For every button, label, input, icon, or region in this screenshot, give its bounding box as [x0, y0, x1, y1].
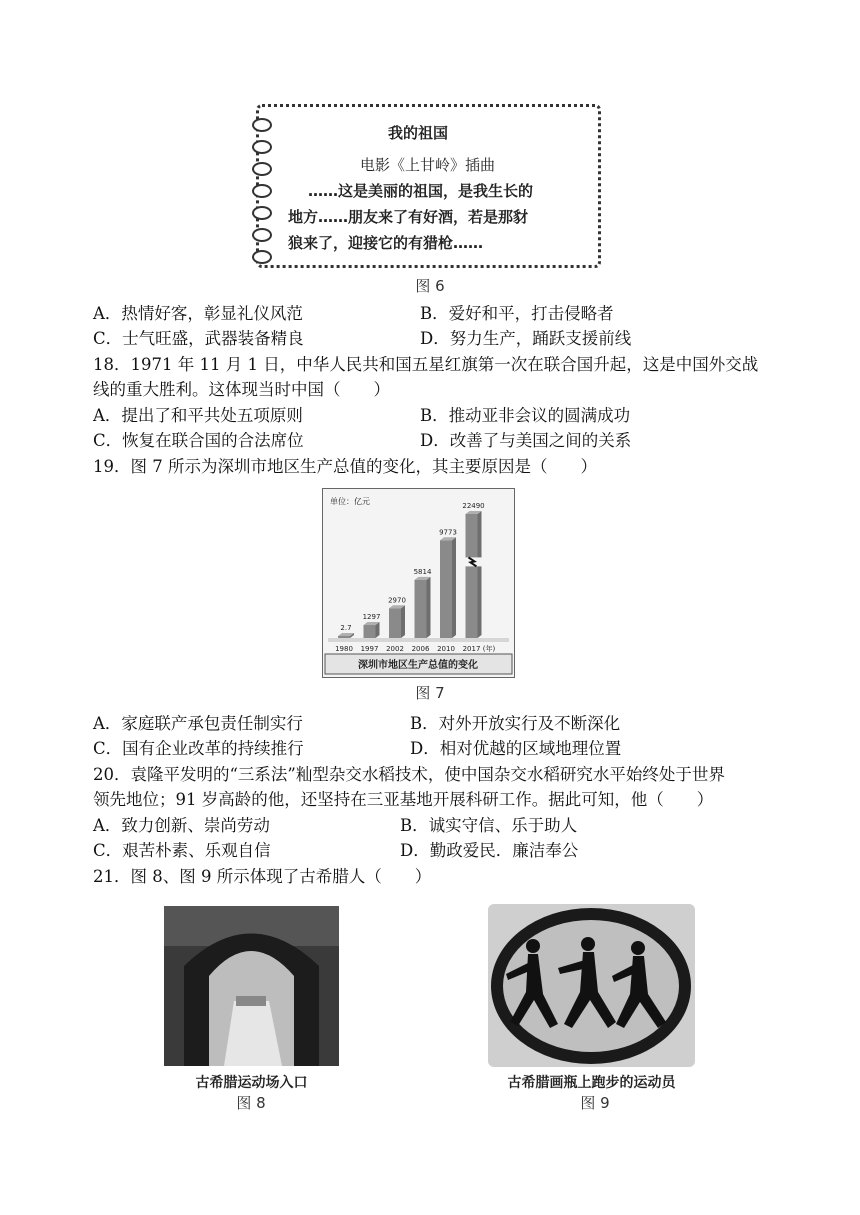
- figure-8-caption: 图 8: [236, 1094, 266, 1112]
- song-title: 我的祖国: [388, 124, 449, 142]
- bar-side: [427, 577, 431, 638]
- bar-side: [401, 605, 405, 638]
- q18-stem-line-2: 线的重大胜利。这体现当时中国（ ）: [93, 380, 390, 399]
- q17-option-a[interactable]: A．热情好客，彰显礼仪风范: [93, 304, 303, 323]
- figure-9-vase-runners-image: [488, 904, 695, 1067]
- figure-9-caption: 图 9: [580, 1094, 610, 1112]
- x-tick-label: 1997: [360, 645, 379, 653]
- q18-option-d[interactable]: D．改善了与美国之间的关系: [420, 431, 632, 450]
- q20-option-a[interactable]: A．致力创新、崇尚劳动: [93, 816, 270, 835]
- q21-stem: 21．图 8、图 9 所示体现了古希腊人（ ）: [93, 867, 432, 886]
- figure-7-caption: 图 7: [415, 684, 445, 702]
- figure-6-song-card: [250, 100, 605, 272]
- bar-value-label: 1297: [362, 613, 381, 622]
- q18-option-a[interactable]: A．提出了和平共处五项原则: [93, 406, 303, 425]
- stone-arch-icon: [164, 906, 339, 1066]
- q19-stem: 19．图 7 所示为深圳市地区生产总值的变化，其主要原因是（ ）: [93, 457, 597, 476]
- bar-value-label: 2.7: [340, 624, 352, 632]
- bar-value-label: 22490: [462, 502, 485, 510]
- song-subtitle: 电影《上甘岭》插曲: [360, 156, 496, 174]
- q20-option-c[interactable]: C．艰苦朴素、乐观自信: [93, 841, 271, 860]
- chart-svg: [322, 488, 515, 678]
- figure-6-caption: 图 6: [415, 277, 445, 295]
- chart-unit-label: 单位：亿元: [330, 497, 370, 506]
- lyric-line: 地方……朋友来了有好酒，若是那豺: [288, 208, 529, 226]
- q20-stem-line-1: 20．袁隆平发明的“三系法”籼型杂交水稻技术，使中国杂交水稻研究水平始终处于世界: [93, 765, 725, 784]
- spiral-ring-icon: [252, 184, 272, 198]
- bar: [415, 580, 427, 638]
- x-tick-label: 1980: [335, 645, 353, 653]
- q18-stem-line-1: 18．1971 年 11 月 1 日，中华人民共和国五星红旗第一次在联合国升起，这是中国外交战: [93, 355, 759, 374]
- spiral-ring-icon: [252, 140, 272, 154]
- bar-value-label: 2970: [388, 596, 406, 605]
- x-tick-label: 2002: [386, 645, 404, 653]
- bar-value-label: 9773: [439, 528, 457, 537]
- x-tick-label: 2006: [411, 645, 430, 653]
- bar-side: [478, 511, 482, 638]
- q17-option-d[interactable]: D．努力生产，踊跃支援前线: [420, 329, 632, 348]
- chart-title: 深圳市地区生产总值的变化: [358, 660, 478, 671]
- bar-side: [452, 537, 456, 638]
- spiral-ring-icon: [252, 118, 272, 132]
- spiral-ring-icon: [252, 206, 272, 220]
- bar: [364, 625, 376, 638]
- q18-option-c[interactable]: C．恢复在联合国的合法席位: [93, 431, 304, 450]
- figure-8-label: 古希腊运动场入口: [195, 1075, 308, 1091]
- q20-stem-line-2: 领先地位；91 岁高龄的他，还坚持在三亚基地开展科研工作。据此可知，他（ ）: [93, 790, 714, 809]
- bar: [466, 514, 478, 638]
- figure-7-gdp-chart: [322, 488, 515, 678]
- q20-option-b[interactable]: B．诚实守信、乐于助人: [400, 816, 578, 835]
- x-unit-label: (年): [482, 645, 496, 653]
- bar-value-label: 5814: [413, 567, 432, 576]
- q20-option-d[interactable]: D．勤政爱民．廉洁奉公: [400, 841, 579, 860]
- bar: [338, 636, 350, 638]
- q18-option-b[interactable]: B．推动亚非会议的圆满成功: [420, 406, 631, 425]
- q19-option-a[interactable]: A．家庭联产承包责任制实行: [93, 714, 303, 733]
- q17-option-c[interactable]: C．士气旺盛，武器装备精良: [93, 329, 304, 348]
- bar: [440, 540, 452, 638]
- runners-vase-icon: [488, 904, 695, 1067]
- bar: [389, 608, 401, 638]
- x-tick-label: 2010: [437, 645, 455, 653]
- spiral-ring-icon: [252, 250, 272, 264]
- figure-9-label: 古希腊画瓶上跑步的运动员: [507, 1075, 676, 1091]
- spiral-ring-icon: [252, 228, 272, 242]
- figure-8-stadium-entrance-image: [164, 906, 339, 1066]
- lyric-line: 狼来了，迎接它的有猎枪……: [288, 234, 484, 252]
- lyric-line: ……这是美丽的祖国，是我生长的: [308, 182, 534, 200]
- q19-option-b[interactable]: B．对外开放实行及不断深化: [410, 714, 621, 733]
- q19-option-c[interactable]: C．国有企业改革的持续推行: [93, 739, 304, 758]
- spiral-ring-icon: [252, 162, 272, 176]
- q19-option-d[interactable]: D．相对优越的区域地理位置: [410, 739, 622, 758]
- q17-option-b[interactable]: B．爱好和平，打击侵略者: [420, 304, 614, 323]
- x-tick-label: 2017: [462, 645, 481, 653]
- chart-floor: [328, 638, 509, 642]
